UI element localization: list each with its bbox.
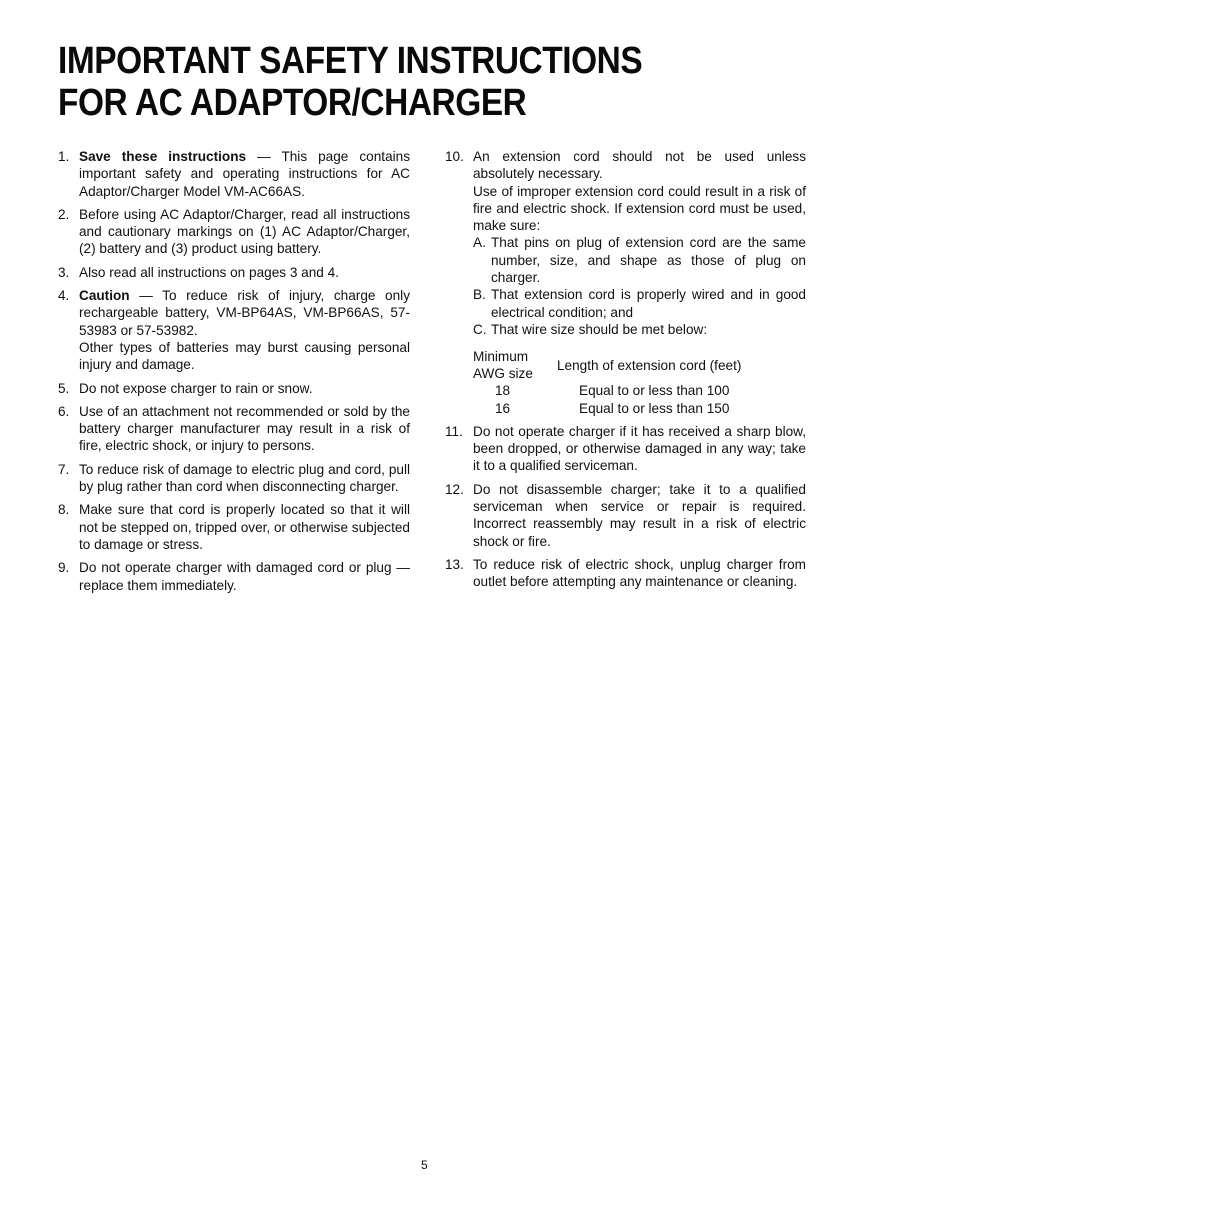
item-text: To reduce risk of electric shock, unplug charger from outlet before attempting any maintenance or cleaning. xyxy=(473,556,806,590)
instruction-10 xyxy=(445,148,806,417)
sub-label: A. xyxy=(473,235,486,251)
item-extra: Other types of batteries may burst causing personal injury and damage. xyxy=(79,339,410,373)
item-number: 9. xyxy=(58,560,70,576)
item-number: 2. xyxy=(58,206,70,222)
instruction-9 xyxy=(58,559,410,594)
header-minimum: Minimum xyxy=(473,349,529,365)
awg-table xyxy=(473,348,806,417)
item-number: 4. xyxy=(58,288,70,304)
item-number: 1. xyxy=(58,149,70,164)
item-text: An extension cord should not be used unless absolutely necessary. xyxy=(473,149,806,182)
sub-text: That wire size should be met below: xyxy=(491,321,708,337)
item-text: — To reduce risk of injury, charge only rechargeable battery, VM-BP64AS, VM-BP66AS, 57-53983 or 57-53982. xyxy=(79,288,410,338)
left-column xyxy=(58,148,410,600)
item-number: 8. xyxy=(58,502,70,518)
awg-table-cell-length: Equal to or less than 150 xyxy=(579,400,730,416)
page-title xyxy=(58,40,642,124)
sub-text: That extension cord is properly wired and in good electrical condition; and xyxy=(491,287,806,320)
item-text: Use of an attachment not recommended or sold by the battery charger manufacturer may result in a risk of fire, electric shock, or injury to persons. xyxy=(79,403,410,454)
item-number: 6. xyxy=(58,403,70,419)
awg-table-header-length: Length of extension cord (feet) xyxy=(557,357,742,373)
item-text: Do not expose charger to rain or snow. xyxy=(79,380,313,396)
item-text: Do not operate charger if it has received a sharp blow, been dropped, or otherwise damaged in any way; take it to a qualified serviceman. xyxy=(473,423,806,474)
instruction-8 xyxy=(58,501,410,553)
item-text: Do not disassemble charger; take it to a qualified serviceman when service or repair is required. Incorrect reassembly may result in a risk of electric shock or fire. xyxy=(473,481,806,549)
sub-label: B. xyxy=(473,287,486,303)
instruction-4 xyxy=(58,287,410,373)
item-lead: Caution xyxy=(79,288,130,304)
awg-table-cell-length: Equal to or less than 100 xyxy=(579,383,730,399)
title-line-2: FOR AC ADAPTOR/CHARGER xyxy=(58,82,527,124)
item-number: 5. xyxy=(58,380,70,396)
awg-table-header-size xyxy=(473,348,555,382)
sub-text: That pins on plug of extension cord are the same number, size, and shape as those of plug on charger. xyxy=(491,235,806,286)
sub-item-b xyxy=(473,286,806,321)
item-number: 13. xyxy=(445,556,464,572)
instruction-2 xyxy=(58,206,410,258)
item-text: Also read all instructions on pages 3 and 4. xyxy=(79,264,339,280)
header-awg-size: AWG size xyxy=(473,366,533,382)
item-number: 10. xyxy=(445,149,464,164)
instruction-11 xyxy=(445,423,806,475)
sub-label: C. xyxy=(473,321,487,337)
instruction-1 xyxy=(58,148,410,200)
item-number: 11. xyxy=(445,423,463,439)
page-number: 5 xyxy=(421,1158,428,1172)
item-lead: Save these instructions xyxy=(79,149,247,164)
item-text: Do not operate charger with damaged cord or plug — replace them immediately. xyxy=(79,560,410,593)
instruction-6 xyxy=(58,403,410,455)
sub-item-c xyxy=(473,321,806,338)
awg-table-cell-awg: 16 xyxy=(495,400,511,416)
item-number: 7. xyxy=(58,461,70,477)
item-number: 12. xyxy=(445,481,464,497)
instruction-7 xyxy=(58,461,410,496)
instruction-5 xyxy=(58,380,410,397)
item-text: Before using AC Adaptor/Charger, read all instructions and cautionary markings on (1) AC Adaptor/Charger, (2) battery and (3) product using battery. xyxy=(79,206,410,257)
item-number: 3. xyxy=(58,264,70,280)
title-line-1: IMPORTANT SAFETY INSTRUCTIONS xyxy=(58,40,643,82)
item-text: To reduce risk of damage to electric plug and cord, pull by plug rather than cord when disconnecting charger. xyxy=(79,461,410,495)
awg-table-cell-awg: 18 xyxy=(495,383,511,399)
item-text: — This page contains important safety and operating instructions for AC Adaptor/Charger Model VM-AC66AS. xyxy=(79,149,411,199)
sub-item-a xyxy=(473,234,806,286)
instruction-12 xyxy=(445,481,806,550)
instruction-3 xyxy=(58,264,410,281)
right-column xyxy=(445,148,806,597)
item-text: Make sure that cord is properly located so that it will not be stepped on, tripped over, or otherwise subjected to damage or stress. xyxy=(79,502,410,552)
item-extra: Use of improper extension cord could result in a risk of fire and electric shock. If extension cord must be used, make sure: xyxy=(473,183,806,234)
instruction-13 xyxy=(445,556,806,591)
